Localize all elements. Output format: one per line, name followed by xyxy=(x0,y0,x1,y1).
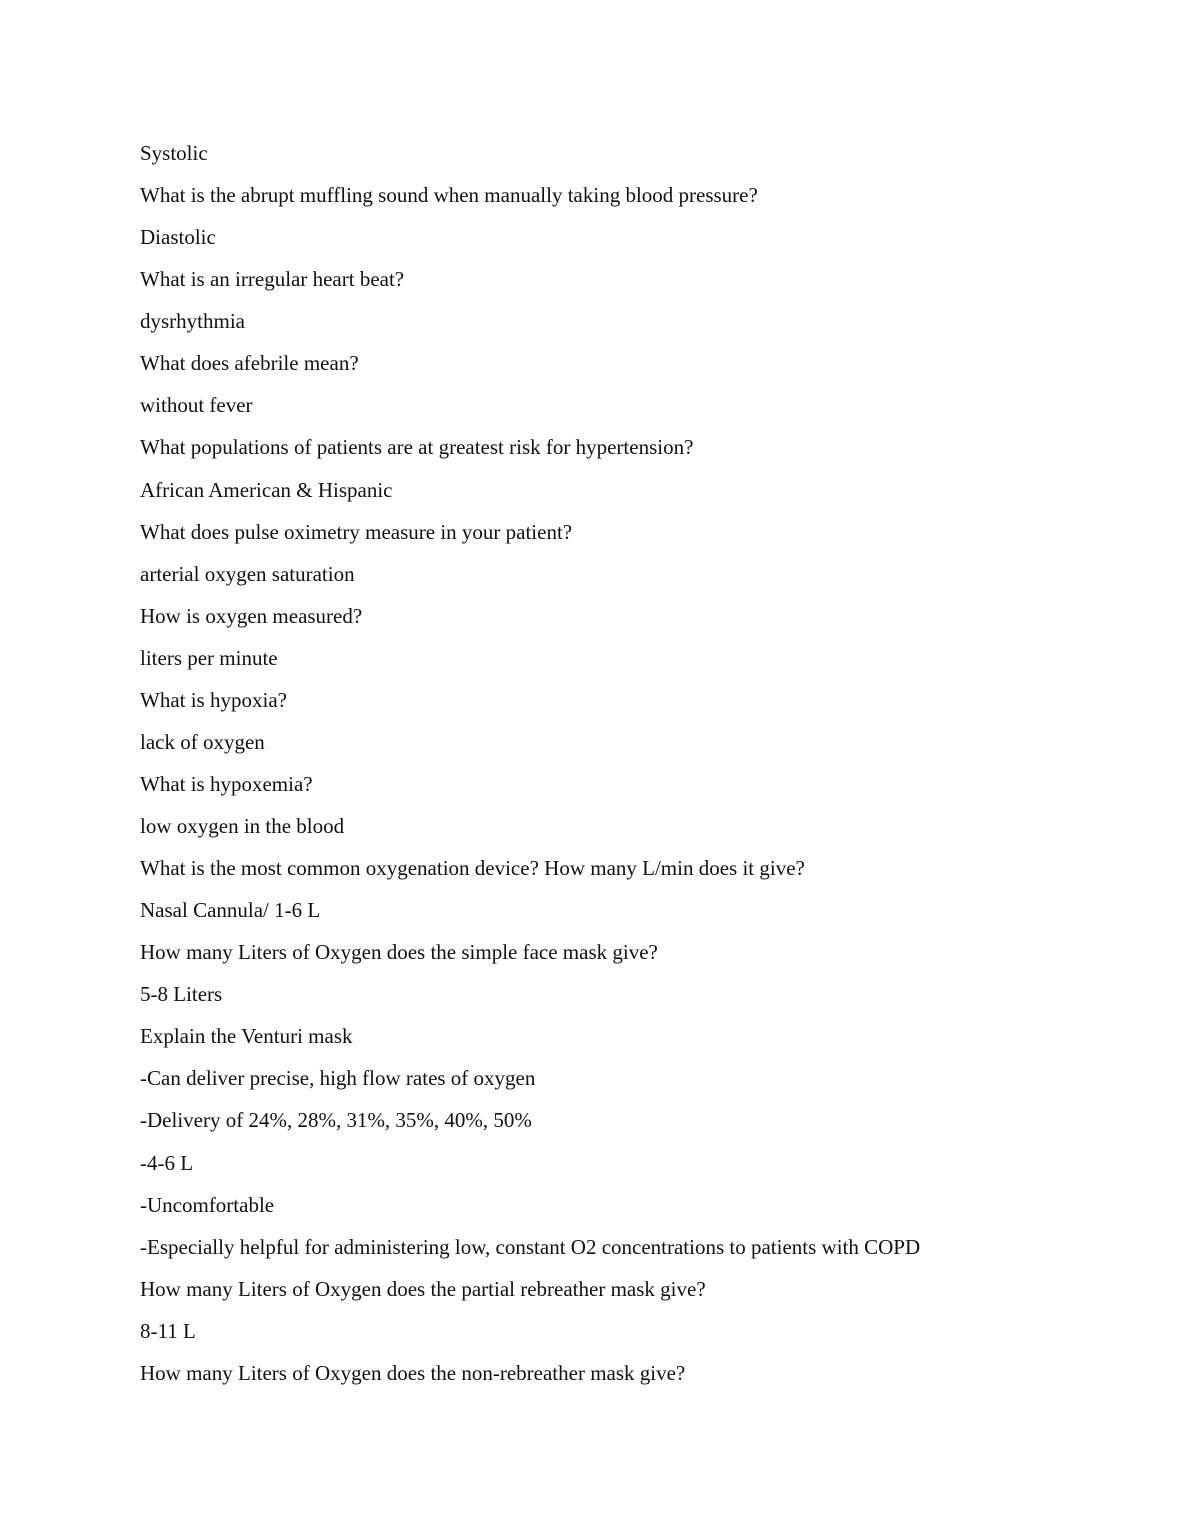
answer-8-11-liters: 8-11 L xyxy=(140,1318,196,1343)
venturi-point-copd: -Especially helpful for administering low, constant O2 concentrations to patients with COPD xyxy=(140,1234,921,1259)
question-oxygen-measured: How is oxygen measured? xyxy=(140,603,363,628)
venturi-point-liters: -4-6 L xyxy=(140,1150,194,1175)
question-pulse-oximetry: What does pulse oximetry measure in your patient? xyxy=(140,519,573,544)
question-venturi-mask: Explain the Venturi mask xyxy=(140,1024,353,1049)
question-common-device: What is the most common oxygenation device? How many L/min does it give? xyxy=(140,856,805,881)
answer-diastolic: Diastolic xyxy=(140,225,216,250)
answer-dysrhythmia: dysrhythmia xyxy=(140,309,245,334)
question-hypertension-risk: What populations of patients are at greatest risk for hypertension? xyxy=(140,435,694,460)
answer-without-fever: without fever xyxy=(140,393,253,418)
question-hypoxia: What is hypoxia? xyxy=(140,687,287,712)
venturi-point-delivery: -Delivery of 24%, 28%, 31%, 35%, 40%, 50% xyxy=(140,1108,532,1133)
question-non-rebreather: How many Liters of Oxygen does the non-rebreather mask give? xyxy=(140,1360,686,1385)
question-muffling-sound: What is the abrupt muffling sound when manually taking blood pressure? xyxy=(140,183,758,208)
venturi-point-high-flow: -Can deliver precise, high flow rates of oxygen xyxy=(140,1066,536,1091)
answer-lack-of-oxygen: lack of oxygen xyxy=(140,729,265,754)
answer-oxygen-saturation: arterial oxygen saturation xyxy=(140,561,355,586)
text-block xyxy=(140,140,1120,1402)
answer-systolic: Systolic xyxy=(140,141,208,165)
question-afebrile: What does afebrile mean? xyxy=(140,351,359,376)
answer-liters-per-minute: liters per minute xyxy=(140,645,278,670)
question-simple-face-mask: How many Liters of Oxygen does the simple face mask give? xyxy=(140,940,658,965)
answer-low-oxygen-blood: low oxygen in the blood xyxy=(140,814,345,838)
question-hypoxemia: What is hypoxemia? xyxy=(140,771,313,796)
question-partial-rebreather: How many Liters of Oxygen does the partial rebreather mask give? xyxy=(140,1276,706,1301)
venturi-point-uncomfortable: -Uncomfortable xyxy=(140,1192,275,1217)
answer-5-8-liters: 5-8 Liters xyxy=(140,982,223,1007)
question-irregular-heart-beat: What is an irregular heart beat? xyxy=(140,267,405,292)
answer-populations: African American & Hispanic xyxy=(140,477,393,502)
answer-nasal-cannula: Nasal Cannula/ 1-6 L xyxy=(140,898,321,923)
